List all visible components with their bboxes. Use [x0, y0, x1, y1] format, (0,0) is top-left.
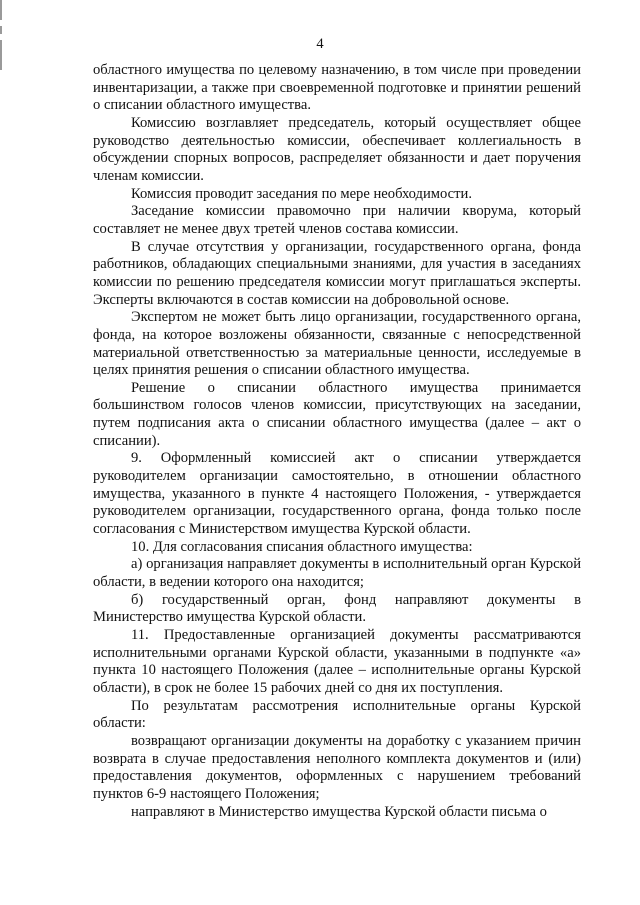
paragraph: 10. Для согласования списания областного имущества:	[131, 538, 473, 555]
paragraph: возвращают организации документы на доработку с указанием причин возврата в случае предоставления неполного комплекта документов и (или) предоставления документов, оформленных с нарушением требований пунктов 6-9 настоящего Положения;	[93, 732, 581, 802]
paragraph: Комиссия проводит заседания по мере необходимости.	[131, 185, 472, 202]
paragraph: б) государственный орган, фонд направляют документы в Министерство имущества Курской области.	[93, 591, 581, 626]
scan-edge-mark	[0, 0, 2, 20]
paragraph: Экспертом не может быть лицо организации, государственного органа, фонда, на которое возложены обязанности, связанные с непосредственной материальной ответственностью за материальные ценности, исследуемые в целях принятия решения о списании областного имущества.	[93, 309, 581, 379]
document-body	[93, 62, 581, 821]
paragraph: областного имущества по целевому назначению, в том числе при проведении инвентаризации, а также при своевременной подготовке и принятии решений о списании областного имущества.	[93, 62, 581, 114]
paragraph: В случае отсутствия у организации, государственного органа, фонда работников, обладающих специальными знаниями, для участия в заседаниях комиссии по решению председателя комиссии могут приглашаться эксперты. Эксперты включаются в состав комиссии на добровольной основе.	[93, 238, 581, 308]
paragraph: 11. Предоставленные организацией документы рассматриваются исполнительными органами Курской области, указанными в подпункте «а» пункта 10 настоящего Положения (далее – исполнительные органы Курской области), в срок не более 15 рабочих дней со дня их поступления.	[93, 627, 581, 696]
paragraph: По результатам рассмотрения исполнительные органы Курской области:	[93, 697, 581, 732]
scan-edge-mark	[0, 26, 2, 34]
paragraph: Комиссию возглавляет председатель, который осуществляет общее руководство деятельностью комиссии, обеспечивает коллегиальность в обсуждении спорных вопросов, распределяет обязанности и дает поручения членам комиссии.	[93, 114, 581, 184]
paragraph: Заседание комиссии правомочно при наличии кворума, который составляет не менее двух третей членов состава комиссии.	[93, 203, 581, 237]
paragraph: а) организация направляет документы в исполнительный орган Курской области, в ведении которого она находится;	[93, 556, 581, 591]
page-number: 4	[316, 36, 324, 52]
paragraph: Решение о списании областного имущества принимается большинством голосов членов комиссии, присутствующих на заседании, путем подписания акта о списании областного имущества (далее – акт о списании).	[93, 379, 581, 449]
paragraph: 9. Оформленный комиссией акт о списании утверждается руководителем организации самостоятельно, в отношении областного имущества, указанного в пункте 4 настоящего Положения, - утверждается руководителем организации, государственного органа, фонда только после согласования с Министерством имущества Курской области.	[93, 450, 581, 538]
paragraph: направляют в Министерство имущества Курской области письма о	[131, 803, 547, 820]
